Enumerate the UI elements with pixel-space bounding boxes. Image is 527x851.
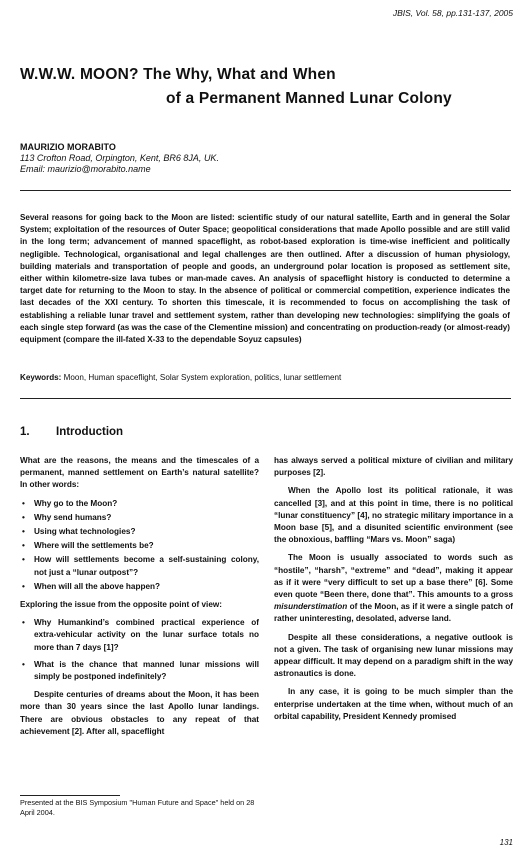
left-column [20, 455, 259, 744]
bottom-divider [20, 398, 511, 399]
section-number: 1. [20, 426, 30, 438]
keywords-text: Moon, Human spaceflight, Solar System exploration, politics, lunar settlement [61, 373, 342, 382]
paragraph: When the Apollo lost its political rationale, it was cancelled [3], and at this point in time, there is no political “lunar constituency” [4], no strategic military importance in a Moon base [5], and a disunited scientific environment (see the obnoxious, baffling “Mars vs. Moon” saga) [274, 486, 513, 545]
footnote: Presented at the BIS Symposium "Human Future and Space" held on 28 April 2004. [20, 798, 255, 817]
text-run: The Moon is usually associated to words such as “hostile”, “harsh”, “extreme” and “dead”, making it appear as if it were “very difficult to set up a base there” [6]. Some even quote “Been there, done that”. This amounts to a gross [274, 553, 513, 600]
paragraph: has always served a political mixture of civilian and military purposes [2]. [274, 456, 513, 478]
opposite-paragraph: Exploring the issue from the opposite point of view: [20, 600, 222, 610]
list-item: • Why go to the Moon? [20, 498, 259, 510]
paragraph: Despite all these considerations, a negative outlook is not a given. The task of organising new lunar missions may appear difficult. It may depend on a paradigm shift in the way astronautics is done. [274, 632, 513, 679]
author-email: Email: maurizio@morabito.name [20, 164, 151, 174]
intro-paragraph: What are the reasons, the means and the timescales of a permanent, manned settlement on Earth’s natural satellite? In other words: [20, 456, 259, 490]
section-heading [20, 426, 123, 438]
list-item: • Using what technologies? [20, 526, 259, 538]
emphasis: misunderstimation [274, 602, 348, 612]
paragraph: In any case, it is going to be much simpler than the enterprise undertaken at the time when, without much of an orbital capability, President Kennedy promised [274, 687, 513, 721]
abstract: Several reasons for going back to the Moon are listed: scientific study of our natural satellite, Earth and in general the Solar System; exploitation of the resources of Outer Space; geopolitical considerations that made Apollo possible and are still valid in the long term; advancement of manned spaceflight, as robot-based exploration is time-wise inefficient and politically negligible. Technological, organisational and legal challenges are then outlined. After a discussion of human physiology, building materials and transportation of people and goods, an underground polar location is proposed as settlement site, either within kilometre-size lava tubes or man-made caves. An analysis of spaceflight history is conducted to determine a target date for returning to the Moon to stay. In the absence of political or commercial competition, experience indicates the last decades of the XXI century. To shorten this timescale, it is recommended to focus on accomplishing the task of establishing a reliable lunar travel and settlement system, rather than developing new technologies: simplifying the goals of each single step forward (as was the case of the Clementine mission) and concentrating on production-ready (or almost-ready) equipment (compare the ill-fated X-33 to the dependable Soyuz capsules) [20, 213, 510, 345]
opposite-list [20, 617, 259, 683]
despite-paragraph: Despite centuries of dreams about the Moon, it has been more than 30 years since the last Apollo lunar landings. There are obvious obstacles to any repeat of that achievement [2]. After all, spaceflight [20, 690, 259, 736]
top-divider [20, 190, 511, 191]
list-item: • Why send humans? [20, 512, 259, 524]
right-column [274, 455, 513, 729]
paragraph [274, 552, 513, 625]
keywords-label: Keywords: [20, 373, 62, 382]
keywords [20, 372, 510, 384]
title-line-1: W.W.W. MOON? The Why, What and When [20, 66, 336, 83]
list-item: • Why Humankind’s combined practical experience of extra-vehicular activity on the lunar surface totals no more than 7 days [1]? [20, 617, 259, 654]
text-run: of the Moon, as if it were a single patch of rather uninteresting, desolated, adverse land. [274, 602, 513, 624]
questions-list [20, 498, 259, 593]
footnote-divider [20, 795, 120, 796]
author-address: 113 Crofton Road, Orpington, Kent, BR6 8JA, UK. [20, 153, 219, 163]
author-affiliation [20, 153, 219, 175]
title-line-2: of a Permanent Manned Lunar Colony [166, 90, 452, 107]
page-number: 131 [499, 838, 513, 847]
list-item: • When will all the above happen? [20, 581, 259, 593]
author-name: MAURIZIO MORABITO [20, 142, 116, 152]
journal-citation: JBIS, Vol. 58, pp.131-137, 2005 [392, 8, 513, 18]
list-item: • Where will the settlements be? [20, 540, 259, 552]
list-item: • What is the chance that manned lunar missions will simply be postponed indefinitely? [20, 659, 259, 683]
list-item: • How will settlements become a self-sustaining colony, not just a “lunar outpost”? [20, 554, 259, 578]
section-title: Introduction [56, 426, 124, 438]
